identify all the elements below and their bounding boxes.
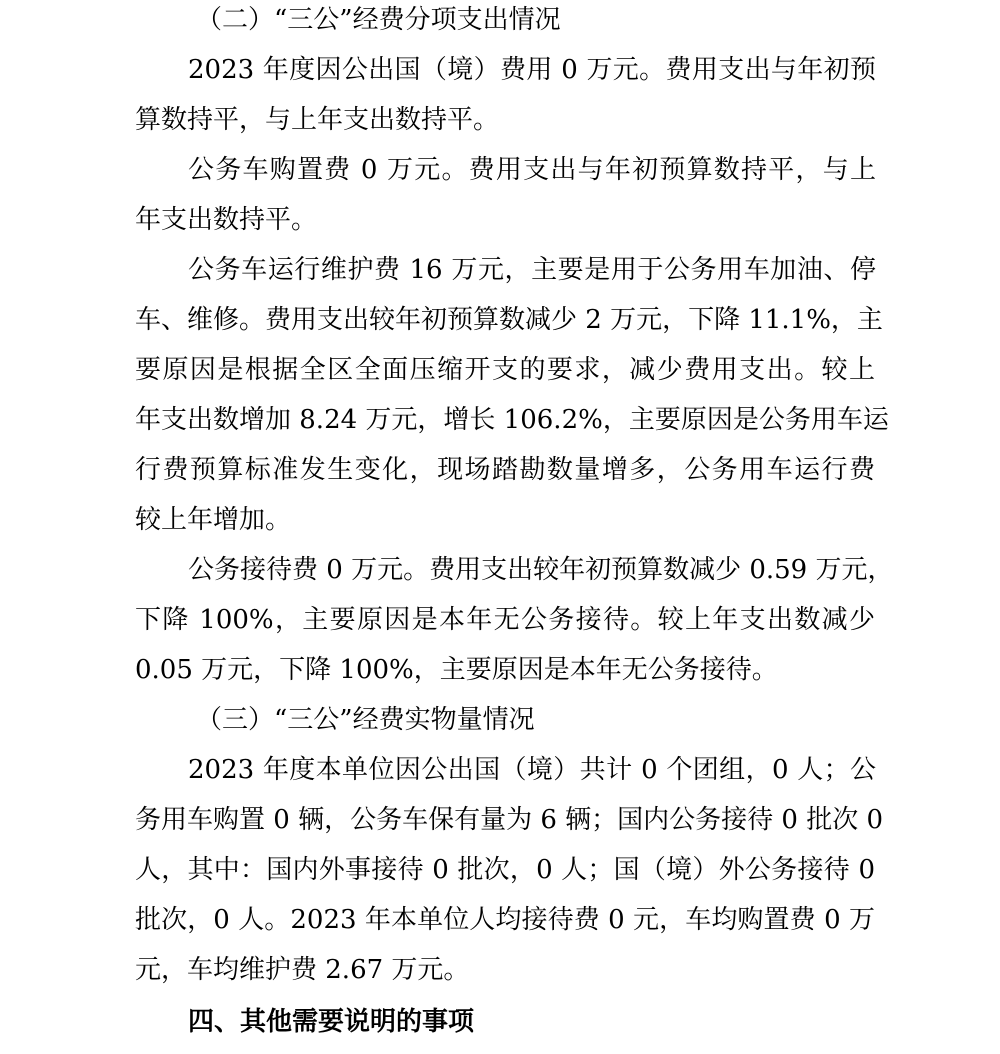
section-heading-4 [0, 1004, 1000, 1054]
paragraph-line [0, 402, 1000, 452]
paragraph-text: 2023 年度因公出国（境）费用 0 万元。费用支出与年初预 [188, 55, 876, 85]
section-heading-2-text: （二）“三公”经费分项支出情况 [196, 5, 561, 35]
paragraph-line [0, 452, 1000, 502]
paragraph-text: 要原因是根据全区全面压缩开支的要求，减少费用支出。较上 [135, 355, 875, 385]
paragraph-line [0, 352, 1000, 402]
paragraph-text: 下降 100%，主要原因是本年无公务接待。较上年支出数减少 [135, 605, 875, 635]
paragraph-text: 车、维修。费用支出较年初预算数减少 2 万元，下降 11.1%，主 [135, 305, 883, 335]
paragraph-line [0, 252, 1000, 302]
paragraph-text: 批次，0 人。2023 年本单位人均接待费 0 元，车均购置费 0 万 [135, 905, 875, 935]
paragraph-text: 公务接待费 0 万元。费用支出较年初预算数减少 0.59 万元， [188, 555, 894, 585]
paragraph-text: 较上年增加。 [135, 505, 292, 535]
section-heading-4-text: 四、其他需要说明的事项 [188, 1007, 475, 1037]
paragraph-text: 人，其中：国内外事接待 0 批次，0 人；国（境）外公务接待 0 [135, 855, 875, 885]
paragraph-line [0, 502, 1000, 552]
paragraph-line [0, 802, 1000, 852]
paragraph-line [0, 152, 1000, 202]
paragraph-text: 年支出数持平。 [135, 205, 318, 235]
paragraph-text: 务用车购置 0 辆，公务车保有量为 6 辆；国内公务接待 0 批次 0 [135, 805, 884, 835]
paragraph-line [0, 852, 1000, 902]
paragraph-line [0, 552, 1000, 602]
paragraph-line [0, 952, 1000, 1002]
paragraph-line [0, 52, 1000, 102]
paragraph-text: 0.05 万元，下降 100%，主要原因是本年无公务接待。 [135, 655, 778, 685]
paragraph-line [0, 202, 1000, 252]
paragraph-line [0, 752, 1000, 802]
paragraph-text: 2023 年度本单位因公出国（境）共计 0 个团组，0 人；公 [188, 755, 876, 785]
paragraph-line [0, 302, 1000, 352]
paragraph-text: 年支出数增加 8.24 万元，增长 106.2%，主要原因是公务用车运 [135, 405, 889, 435]
paragraph-text: 公务车运行维护费 16 万元，主要是用于公务用车加油、停 [188, 255, 876, 285]
paragraph-line [0, 652, 1000, 702]
paragraph-line [0, 602, 1000, 652]
paragraph-line [0, 102, 1000, 152]
section-heading-3 [0, 702, 1000, 752]
section-heading-2 [0, 2, 1000, 52]
paragraph-text: 公务车购置费 0 万元。费用支出与年初预算数持平，与上 [188, 155, 876, 185]
paragraph-text: 算数持平，与上年支出数持平。 [135, 105, 500, 135]
paragraph-text: 行费预算标准发生变化，现场踏勘数量增多，公务用车运行费 [135, 455, 875, 485]
paragraph-line [0, 902, 1000, 952]
section-heading-3-text: （三）“三公”经费实物量情况 [196, 705, 535, 735]
paragraph-text: 元，车均维护费 2.67 万元。 [135, 955, 470, 985]
